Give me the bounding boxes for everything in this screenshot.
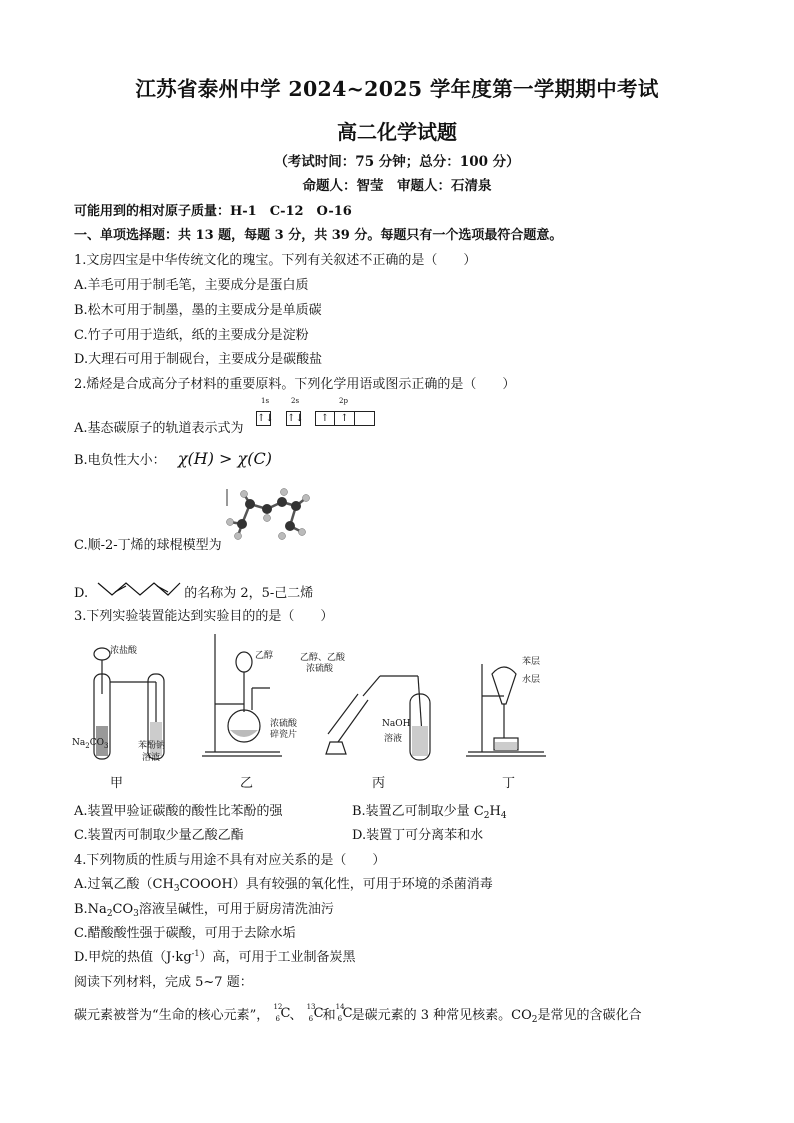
option-d-suffix: ）高，可用于工业制备炭黑	[199, 950, 356, 965]
bing-reagent-label: 乙醇、乙酸	[300, 653, 346, 663]
yi-chips-label: 碎瓷片	[270, 730, 298, 740]
orbital-1s-box: ↑↓	[257, 413, 274, 424]
hexadiene-skeletal-formula	[96, 579, 182, 601]
atomic-mass-line: 可能用到的相对原子质量：H-1 C-12 O-16	[74, 204, 352, 219]
material-suffix: 是常见的含碳化合	[537, 1008, 642, 1023]
mass-number: 13	[306, 1003, 316, 1011]
option-d-prefix: D.	[74, 586, 89, 601]
material-prefix: 碳元素被誉为“生命的核心元素”，	[74, 1008, 270, 1023]
bing-liquid-fill	[412, 726, 428, 756]
option-b-prefix: B.电负性大小：	[74, 453, 166, 468]
option-b-prefix: B.Na	[74, 902, 107, 917]
separator: 和	[322, 1008, 336, 1023]
element-symbol: C	[342, 1006, 353, 1021]
apparatus-yi	[200, 634, 290, 764]
ding-benzene-label: 苯层	[522, 657, 541, 667]
option-b-suffix: 溶液呈碱性，可用于厨房清洗油污	[138, 902, 334, 917]
bing-solution-label: 溶液	[384, 734, 403, 744]
school-exam-title: 江苏省泰州中学 2024~2025 学年度第一学期期中考试	[135, 77, 659, 101]
reading-instruction: 阅读下列材料，完成 5~7 题：	[74, 975, 253, 990]
question-2-stem: 2.烯烃是合成高分子材料的重要原料。下列化学用语或图示正确的是（ ）	[74, 377, 516, 392]
question-2-option-b	[74, 449, 272, 468]
question-3-option-d: D.装置丁可分离苯和水	[352, 828, 484, 843]
section-heading: 一、单项选择题：共 13 题，每题 3 分，共 39 分。每题只有一个选项最符合题意。	[74, 228, 563, 243]
nuclide-c12	[273, 1003, 291, 1023]
atomic-number: 6	[275, 1015, 280, 1023]
mass-number: 14	[335, 1003, 345, 1011]
question-1-option-a: A.羊毛可用于制毛笔，主要成分是蛋白质	[74, 278, 309, 293]
bing-sulfuric-label: 浓硫酸	[306, 664, 334, 674]
orbital-2s-box: ↑↓	[287, 413, 304, 424]
figure-label-ding: 丁	[502, 776, 516, 791]
experiment-figures	[60, 630, 560, 790]
separator: 、	[289, 1008, 303, 1023]
sub-2: 2	[531, 1015, 538, 1025]
option-a-prefix: A.过氧乙酸（CH	[74, 877, 174, 892]
jia-sub-2: 2	[85, 742, 90, 750]
orbital-1s	[256, 397, 274, 427]
question-4-option-b	[74, 898, 334, 919]
sub-4: 4	[500, 811, 507, 821]
electronegativity-formula: χ(H) > χ(C)	[177, 449, 272, 468]
option-b-text: B.装置乙可制取少量 C	[352, 804, 484, 819]
option-d-prefix: D.甲烷的热值（J·kg	[74, 950, 192, 965]
question-3-option-a: A.装置甲验证碳酸的酸性比苯酚的强	[74, 804, 283, 819]
question-4-option-d	[74, 946, 355, 965]
option-a-suffix: COOOH）具有较强的氧化性，可用于环境的杀菌消毒	[179, 877, 493, 892]
nuclide-c14	[335, 1003, 353, 1023]
orbital-2p	[315, 397, 375, 427]
figure-label-jia: 甲	[110, 776, 124, 791]
yi-ethanol-label: 乙醇	[255, 651, 274, 661]
jia-phenolate-label: 苯酚钠	[138, 741, 166, 751]
question-1-option-d: D.大理石可用于制砚台，主要成分是碳酸盐	[74, 352, 323, 367]
question-1-option-c: C.竹子可用于造纸，纸的主要成分是淀粉	[74, 328, 309, 343]
jia-na-text: Na	[72, 738, 86, 748]
reading-material	[74, 1004, 642, 1025]
subject-title: 高二化学试题	[337, 120, 457, 144]
orbital-1s-label: 1s	[261, 397, 270, 405]
question-3-option-c: C.装置丙可制取少量乙酸乙酯	[74, 828, 244, 843]
sub-3: 3	[173, 884, 180, 894]
cis-2-butene-ball-stick-model	[222, 484, 312, 544]
yi-sulfuric-label: 浓硫酸	[270, 719, 298, 729]
question-4-option-a	[74, 873, 493, 894]
jia-sub-3: 3	[103, 742, 109, 750]
sub-2: 2	[483, 811, 490, 821]
jia-sodium-carbonate-label	[72, 738, 108, 750]
sub-3: 3	[133, 909, 139, 919]
jia-co-text: CO	[89, 738, 104, 748]
material-middle: 是碳元素的 3 种常见核素。CO	[351, 1008, 532, 1023]
jia-acid-label: 浓盐酸	[110, 646, 138, 656]
orbital-2p-box-3	[355, 411, 375, 426]
yi-liquid-fill	[230, 730, 258, 737]
bing-naoh-label: NaOH	[382, 719, 411, 729]
mass-number: 12	[273, 1003, 283, 1011]
jia-solution-label: 溶液	[142, 753, 161, 763]
question-4-option-c: C.醋酸酸性强于碳酸，可用于去除水垢	[74, 926, 296, 941]
sup-minus-1: -1	[191, 949, 200, 958]
question-2-option-d	[74, 579, 313, 601]
h-text: H	[489, 804, 501, 819]
orbital-2s	[286, 397, 304, 427]
orbital-2s-label: 2s	[291, 397, 300, 405]
atomic-number: 6	[337, 1015, 343, 1023]
question-4-stem: 4.下列物质的性质与用途不具有对应关系的是（ ）	[74, 853, 386, 868]
orbital-2p-box-2: ↑	[335, 411, 355, 426]
element-symbol: C	[280, 1006, 291, 1021]
exam-info: （考试时间：75 分钟；总分：100 分）	[274, 154, 520, 170]
figure-label-bing: 丙	[372, 776, 386, 791]
orbital-2p-label: 2p	[339, 397, 348, 405]
figure-label-yi: 乙	[240, 776, 254, 791]
question-1-stem: 1.文房四宝是中华传统文化的瑰宝。下列有关叙述不正确的是（ ）	[74, 253, 477, 268]
question-2-option-c: C.顺-2-丁烯的球棍模型为	[74, 538, 222, 553]
co-text: CO	[112, 902, 134, 917]
ding-water-label: 水层	[522, 675, 541, 685]
element-symbol: C	[313, 1006, 324, 1021]
option-d-suffix: 的名称为 2，5-己二烯	[184, 586, 314, 601]
question-3-stem: 3.下列实验装置能达到实验目的的是（ ）	[74, 609, 334, 624]
question-2-option-a: A.基态碳原子的轨道表示式为	[74, 421, 244, 436]
atomic-number: 6	[308, 1015, 314, 1023]
ding-beaker-fill	[495, 742, 517, 750]
nuclide-c13	[306, 1003, 324, 1023]
sub-2: 2	[106, 909, 113, 919]
orbital-2p-box-1: ↑	[315, 411, 335, 426]
exam-authors: 命题人：智莹 审题人：石清泉	[302, 178, 492, 194]
question-1-option-b: B.松木可用于制墨，墨的主要成分是单质碳	[74, 303, 322, 318]
question-3-option-b	[352, 800, 507, 821]
